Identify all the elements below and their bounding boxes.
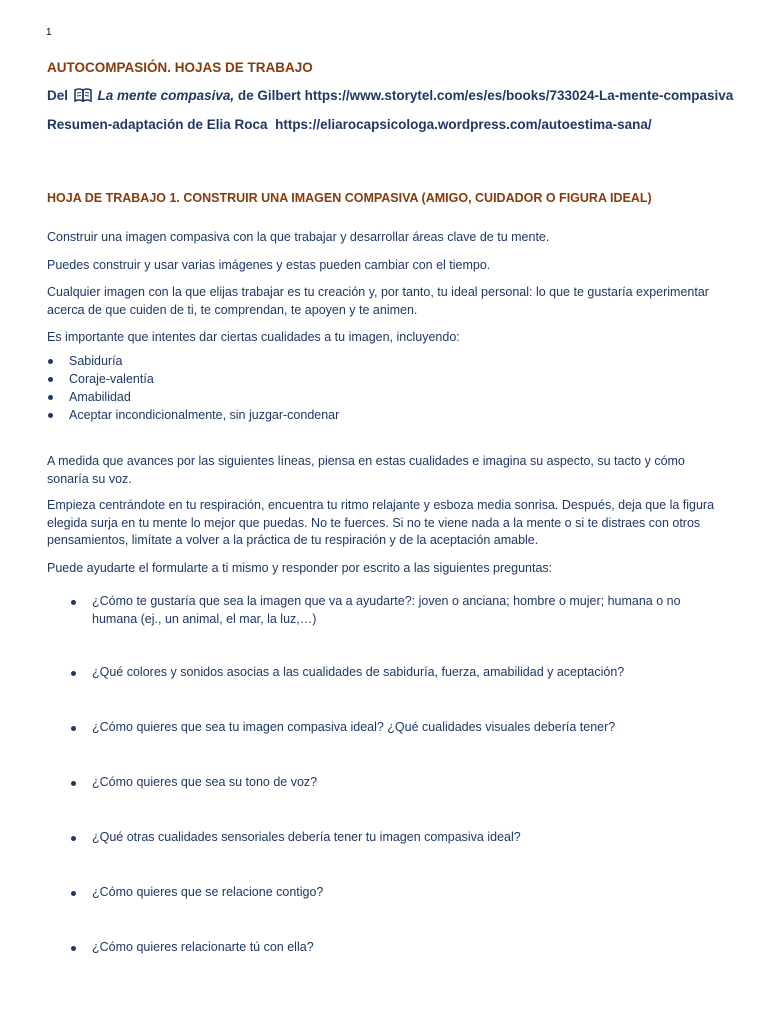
adaptation-text: Resumen-adaptación de Elia Roca — [47, 117, 268, 132]
question-text: ¿Cómo quieres que sea tu imagen compasiva ideal? ¿Qué cualidades visuales debería tener? — [92, 720, 616, 734]
paragraph: A medida que avances por las siguientes líneas, piensa en estas cualidades e imagina su aspecto, su tacto y cómo sonaría su voz. — [47, 454, 685, 486]
paragraph: Puedes construir y usar varias imágenes y estas pueden cambiar con el tiempo. — [47, 258, 491, 272]
source-prefix: Del — [47, 88, 69, 103]
question-item — [70, 593, 720, 628]
adaptation-url[interactable]: https://eliarocapsicologa.wordpress.com/autoestima-sana/ — [275, 117, 652, 132]
qualities-list — [47, 352, 339, 424]
source-author: de Gilbert — [237, 88, 301, 103]
bullet-icon — [71, 836, 76, 841]
adaptation-line — [47, 117, 652, 132]
paragraph: Cualquier imagen con la que elijas trabajar es tu creación y, por tanto, tu ideal personal: lo que te gustaría experimentar acerca de que cuiden de ti, te comprendan, te apoyen y te animen. — [47, 285, 709, 317]
source-url[interactable]: https://www.storytel.com/es/es/books/733024-La-mente-compasiva — [304, 88, 734, 103]
bullet-icon — [71, 726, 76, 731]
paragraph: Empieza centrándote en tu respiración, encuentra tu ritmo relajante y esboza media sonrisa. Después, deja que la figura elegida surja en tu mente lo mejor que puedas. No te fuerces. Si no te viene nada a la mente o si te distraes con otros pensamientos, limítate a volver a la práctica de tu respiración y de la aceptación amable. — [47, 498, 715, 547]
question-text: ¿Cómo quieres que se relacione contigo? — [92, 885, 324, 899]
question-item — [70, 884, 720, 902]
question-item — [70, 664, 720, 682]
book-icon — [74, 88, 92, 105]
paragraph: Construir una imagen compasiva con la que trabajar y desarrollar áreas clave de tu mente. — [47, 230, 550, 244]
question-item — [70, 829, 720, 847]
document-title: AUTOCOMPASIÓN. HOJAS DE TRABAJO — [47, 60, 313, 75]
bullet-icon — [71, 781, 76, 786]
question-text: ¿Cómo quieres relacionarte tú con ella? — [92, 940, 314, 954]
paragraph: Puede ayudarte el formularte a ti mismo y responder por escrito a las siguientes preguntas: — [47, 561, 553, 575]
list-item: Coraje-valentía — [47, 370, 339, 388]
question-item — [70, 939, 720, 957]
bullet-icon — [71, 671, 76, 676]
bullet-icon — [71, 891, 76, 896]
question-item — [70, 774, 720, 792]
paragraph: Es importante que intentes dar ciertas cualidades a tu imagen, incluyendo: — [47, 330, 460, 344]
question-item — [70, 719, 720, 737]
worksheet-heading: HOJA DE TRABAJO 1. CONSTRUIR UNA IMAGEN COMPASIVA (AMIGO, CUIDADOR O FIGURA IDEAL) — [47, 191, 652, 205]
source-line — [47, 88, 733, 105]
bullet-icon — [71, 600, 76, 605]
bullet-icon — [71, 946, 76, 951]
question-text: ¿Qué otras cualidades sensoriales debería tener tu imagen compasiva ideal? — [92, 830, 521, 844]
question-text: ¿Qué colores y sonidos asocias a las cualidades de sabiduría, fuerza, amabilidad y aceptación? — [92, 665, 625, 679]
question-text: ¿Cómo te gustaría que sea la imagen que va a ayudarte?: joven o anciana; hombre o mujer; humana o no humana (ej., un animal, el mar, la luz,…) — [92, 594, 681, 626]
question-text: ¿Cómo quieres que sea su tono de voz? — [92, 775, 318, 789]
list-item: Aceptar incondicionalmente, sin juzgar-condenar — [47, 406, 339, 424]
book-title: La mente compasiva, — [97, 88, 235, 103]
list-item: Sabiduría — [47, 352, 339, 370]
page-number: 1 — [46, 27, 52, 38]
list-item: Amabilidad — [47, 388, 339, 406]
